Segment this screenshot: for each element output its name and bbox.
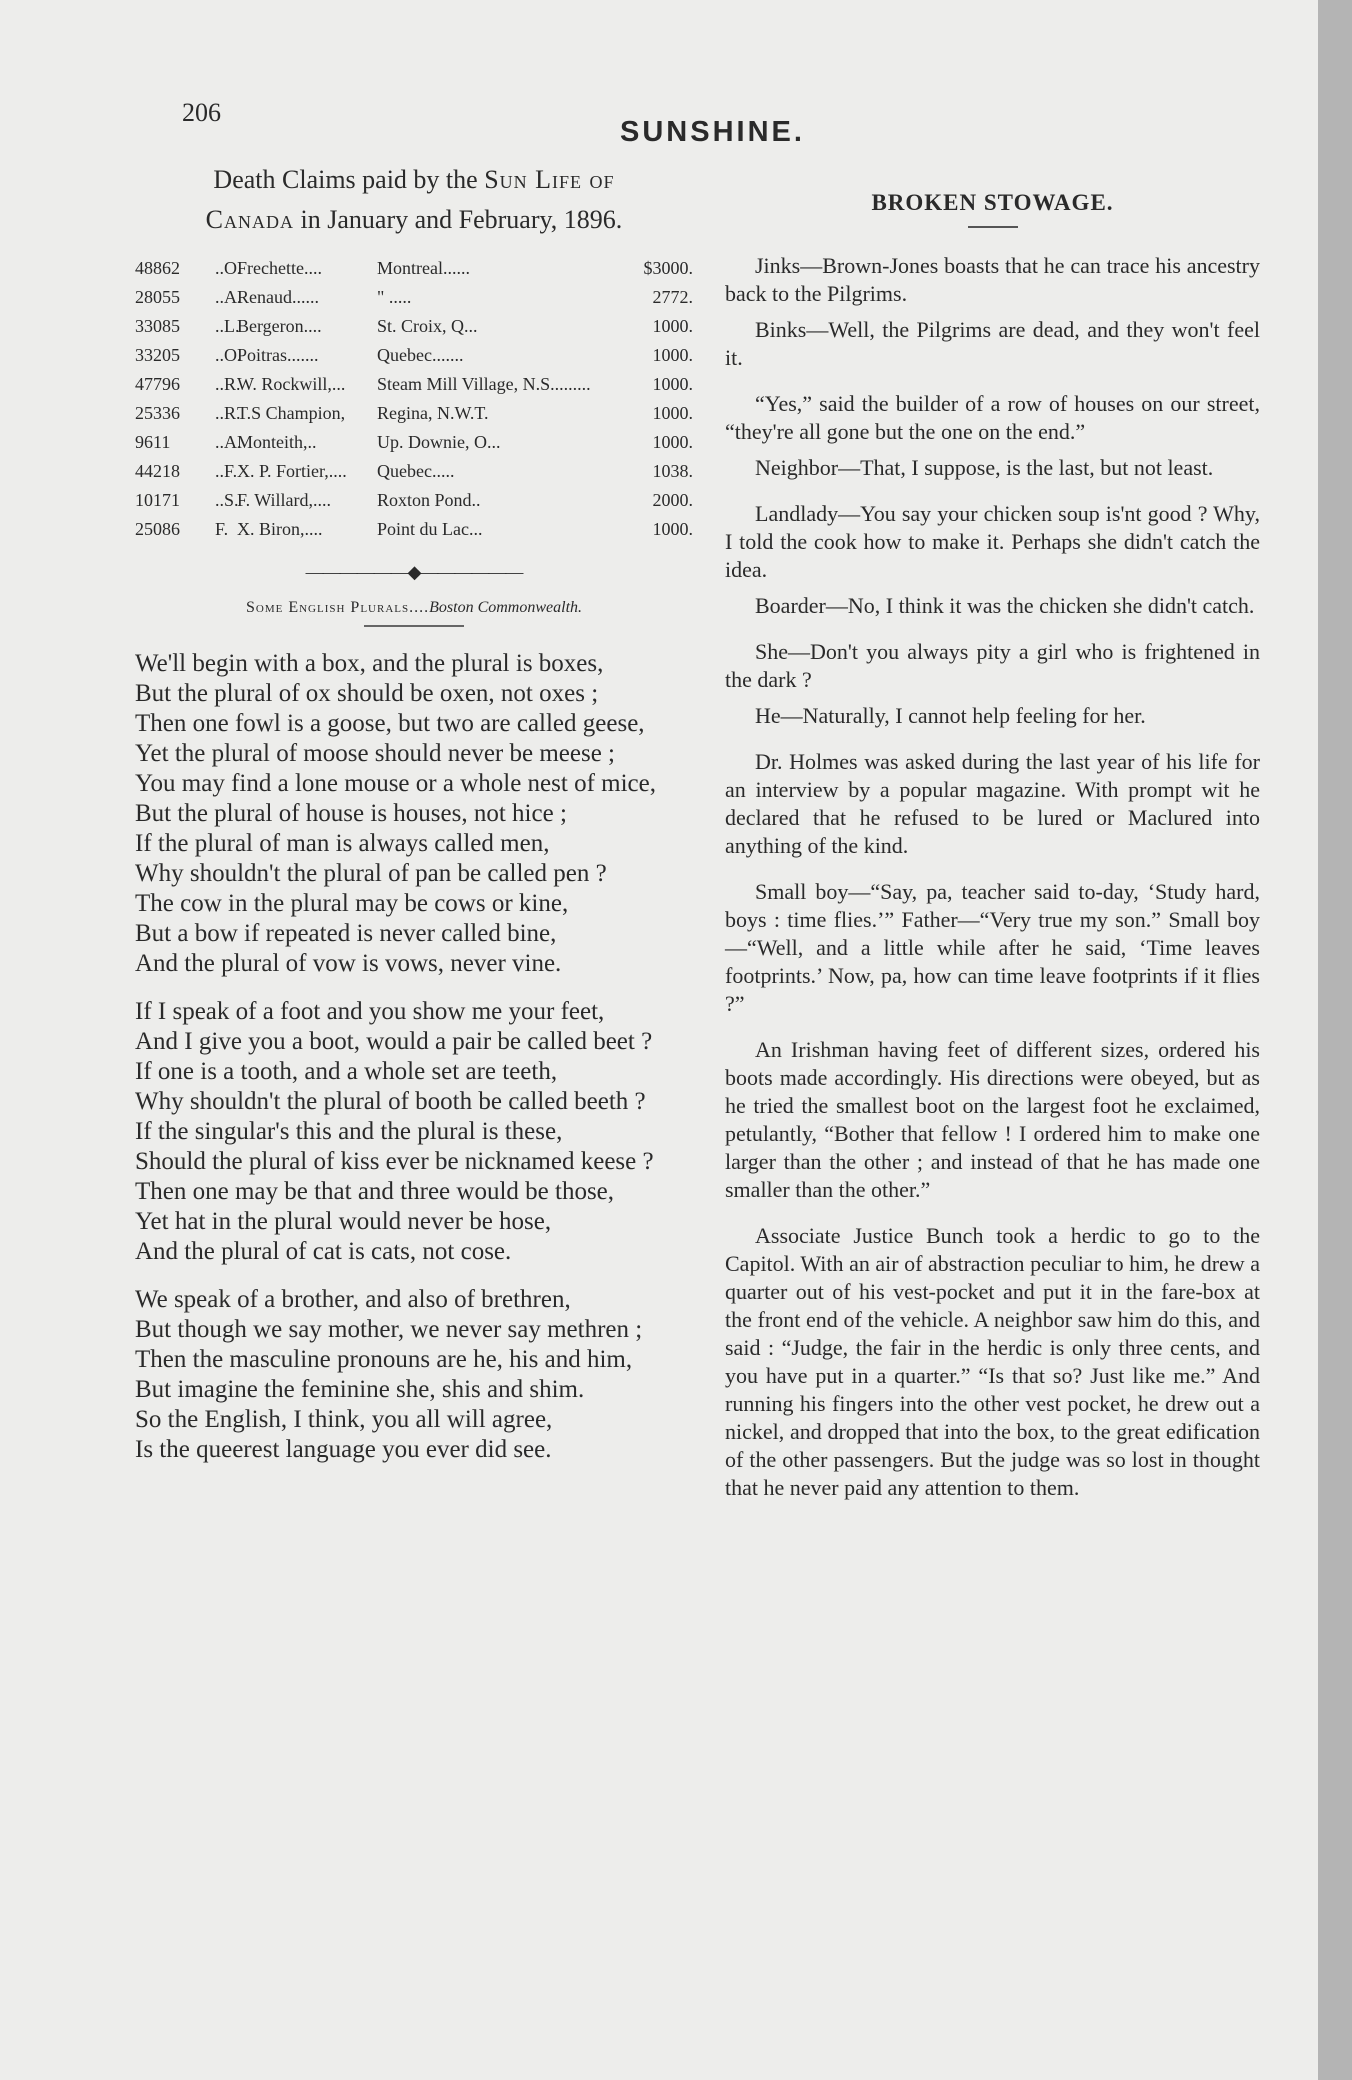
poem-line: Then one may be that and three would be those, <box>135 1178 615 1205</box>
poem-line: Is the queerest language you ever did see. <box>135 1436 552 1463</box>
stowage-paragraph: An Irishman having feet of different sizes, ordered his boots made accordingly. His directions were obeyed, but as he tried the smallest boot on the largest foot he exclaimed, petulantly, “Bother that fellow ! I ordered him to make one larger than the other ; and instead of that he has made one smaller than the other.” <box>725 1037 1260 1202</box>
claim-num: 33205 <box>135 345 180 365</box>
stowage-paragraph: Jinks—Brown-Jones boasts that he can trace his ancestry back to the Pilgrims. <box>725 253 1260 306</box>
poem-line: Why shouldn't the plural of pan be called pen ? <box>135 860 607 887</box>
poem-body <box>135 649 693 1465</box>
claim-sep: ..A. <box>215 287 242 307</box>
claims-title-period: in January and February, 1896. <box>294 205 623 234</box>
claim-sep: ..R. <box>215 403 241 423</box>
claim-row <box>135 312 693 341</box>
poem-line: So the English, I think, you all will agree, <box>135 1406 553 1433</box>
claim-sep: ..L. <box>215 316 240 336</box>
claim-place: Quebec....... <box>377 345 464 365</box>
claim-sep: ..O. <box>215 345 242 365</box>
stowage-paragraph: Landlady—You say your chicken soup is'nt good ? Why, I told the cook how to make it. Perhaps she didn't catch the idea. <box>725 501 1260 582</box>
poem-line: But the plural of house is houses, not hice ; <box>135 800 567 827</box>
scan-margin <box>1318 0 1352 2080</box>
poem-line: We'll begin with a box, and the plural is boxes, <box>135 650 604 677</box>
claim-place: Up. Downie, O... <box>377 432 501 452</box>
poem-line: If the singular's this and the plural is these, <box>135 1118 563 1145</box>
poem-line: Should the plural of kiss ever be nicknamed keese ? <box>135 1148 654 1175</box>
claim-num: 33085 <box>135 316 180 336</box>
claim-amount: 1000. <box>652 316 693 336</box>
claim-place: Steam Mill Village, N.S......... <box>377 374 591 394</box>
poem-line: And the plural of cat is cats, not cose. <box>135 1238 512 1265</box>
broken-stowage-title: BROKEN STOWAGE. <box>871 190 1114 215</box>
claim-row <box>135 399 693 428</box>
claim-row <box>135 341 693 370</box>
claim-amount: 2772. <box>652 287 693 307</box>
poem-stanza <box>135 1285 693 1465</box>
claim-num: 9611 <box>135 432 171 452</box>
broken-stowage-rule <box>968 226 1018 228</box>
claim-name: X. Biron,.... <box>237 519 323 539</box>
poem-line: Then the masculine pronouns are he, his and him, <box>135 1346 633 1373</box>
broken-stowage-body <box>725 252 1260 1502</box>
claim-row <box>135 515 693 544</box>
poem-line: Yet hat in the plural would never be hose, <box>135 1208 552 1235</box>
poem-line: Yet the plural of moose should never be meese ; <box>135 740 615 767</box>
poem-line: But imagine the feminine she, shis and shim. <box>135 1376 585 1403</box>
claim-sep: ..F. <box>215 461 238 481</box>
poem-heading <box>135 599 693 617</box>
stowage-paragraph: Boarder—No, I think it was the chicken she didn't catch. <box>755 593 1255 618</box>
stowage-paragraph: Neighbor—That, I suppose, is the last, but not least. <box>755 455 1214 480</box>
claim-name: Monteith,.. <box>237 432 317 452</box>
claims-title-text: Death Claims paid by the <box>213 165 485 194</box>
poem-source: Boston Commonwealth. <box>429 599 583 616</box>
stowage-paragraph: “Yes,” said the builder of a row of houses on our street, “they're all gone but the one on the end.” <box>725 391 1260 444</box>
ornament-divider: ——————◆—————— <box>305 562 523 582</box>
claim-place: Quebec..... <box>377 461 455 481</box>
claim-amount: 1038. <box>652 461 693 481</box>
claim-row <box>135 254 693 283</box>
claim-amount: $3000. <box>643 258 693 278</box>
stowage-paragraph: Dr. Holmes was asked during the last year of his life for an interview by a popular magazine. With prompt wit he declared that he refused to be lured or Maclured into anything of the kind. <box>725 749 1260 858</box>
claim-amount: 1000. <box>652 374 693 394</box>
claim-sep: ..R. <box>215 374 241 394</box>
poem-rule <box>364 625 464 627</box>
claim-row <box>135 457 693 486</box>
claim-num: 10171 <box>135 490 180 510</box>
claim-row <box>135 428 693 457</box>
poem-title: Some English Plurals.... <box>245 599 430 616</box>
poem-line: You may find a lone mouse or a whole nest of mice, <box>135 770 656 797</box>
claim-place: Roxton Pond.. <box>377 490 481 510</box>
stowage-paragraph: Binks—Well, the Pilgrims are dead, and they won't feel it. <box>725 317 1260 370</box>
claim-row <box>135 370 693 399</box>
claim-name: Renaud...... <box>237 287 319 307</box>
claim-amount: 1000. <box>652 403 693 423</box>
claim-num: 44218 <box>135 461 180 481</box>
claim-name: W. Rockwill,... <box>237 374 346 394</box>
claim-num: 48862 <box>135 258 180 278</box>
poem-line: Then one fowl is a goose, but two are called geese, <box>135 710 645 737</box>
poem-line: If one is a tooth, and a whole set are teeth, <box>135 1058 558 1085</box>
claim-amount: 2000. <box>652 490 693 510</box>
claim-name: Bergeron.... <box>237 316 322 336</box>
claim-num: 25336 <box>135 403 180 423</box>
claim-num: 47796 <box>135 374 180 394</box>
death-claims-list <box>135 254 693 544</box>
poem-line: And I give you a boot, would a pair be called beet ? <box>135 1028 653 1055</box>
claim-name: T.S Champion, <box>237 403 346 423</box>
poem-line: And the plural of vow is vows, never vine. <box>135 950 562 977</box>
claim-name: X. P. Fortier,.... <box>237 461 347 481</box>
claim-place: Regina, N.W.T. <box>377 403 489 423</box>
poem-line: We speak of a brother, and also of brethren, <box>135 1286 571 1313</box>
claim-place: " ..... <box>377 287 412 307</box>
left-column <box>135 160 693 1483</box>
claim-place: St. Croix, Q... <box>377 316 478 336</box>
claim-name: Poitras....... <box>237 345 319 365</box>
claim-num: 25086 <box>135 519 180 539</box>
claim-name: Frechette.... <box>237 258 322 278</box>
claim-place: Montreal...... <box>377 258 470 278</box>
claims-title-company: Sun Life of <box>484 165 615 194</box>
claim-sep: ..A. <box>215 432 242 452</box>
claim-amount: 1000. <box>652 519 693 539</box>
page-number: 206 <box>182 98 221 127</box>
claim-row <box>135 283 693 312</box>
claim-row <box>135 486 693 515</box>
poem-line: But a bow if repeated is never called bine, <box>135 920 557 947</box>
stowage-paragraph: Small boy—“Say, pa, teacher said to-day, ‘Study hard, boys : time flies.’” Father—“Very true my son.” Small boy—“Well, and a little while after he said, ‘Time leaves footprints.’ Now, pa, how can time leave footprints if it flies ?” <box>725 879 1260 1016</box>
poem-line: Why shouldn't the plural of booth be called beeth ? <box>135 1088 646 1115</box>
right-column <box>725 190 1260 1510</box>
claim-place: Point du Lac... <box>377 519 483 539</box>
poem-stanza <box>135 997 693 1267</box>
claim-num: 28055 <box>135 287 180 307</box>
poem-line: The cow in the plural may be cows or kine, <box>135 890 569 917</box>
death-claims-title <box>135 160 693 240</box>
poem-line: If the plural of man is always called men, <box>135 830 550 857</box>
claim-sep: ..O. <box>215 258 242 278</box>
poem-line: If I speak of a foot and you show me your feet, <box>135 998 605 1025</box>
claim-name: F. Willard,.... <box>237 490 331 510</box>
claim-amount: 1000. <box>652 432 693 452</box>
poem-line: But though we say mother, we never say methren ; <box>135 1316 643 1343</box>
poem-line: But the plural of ox should be oxen, not oxes ; <box>135 680 599 707</box>
claim-amount: 1000. <box>652 345 693 365</box>
stowage-paragraph: He—Naturally, I cannot help feeling for her. <box>755 703 1146 728</box>
running-head: SUNSHINE. <box>620 116 805 148</box>
poem-stanza <box>135 649 693 979</box>
claims-title-canada: Canada <box>205 205 295 234</box>
claim-sep: ..S. <box>215 490 239 510</box>
stowage-paragraph: She—Don't you always pity a girl who is frightened in the dark ? <box>725 639 1260 692</box>
stowage-paragraph: Associate Justice Bunch took a herdic to go to the Capitol. With an air of abstraction peculiar to him, he drew a quarter out of his vest-pocket and put it in the fare-box at the front end of the vehicle. A neighbor saw him do this, and said : “Judge, the fair in the herdic is only three cents, and you have put in a quarter.” “Is that so? Just like me.” And running his fingers into the other vest pocket, he drew out a nickel, and dropped that into the box, to the great edification of the other passengers. But the judge was so lost in thought that he never paid any attention to them. <box>725 1223 1260 1500</box>
claim-sep: F. <box>215 519 229 539</box>
